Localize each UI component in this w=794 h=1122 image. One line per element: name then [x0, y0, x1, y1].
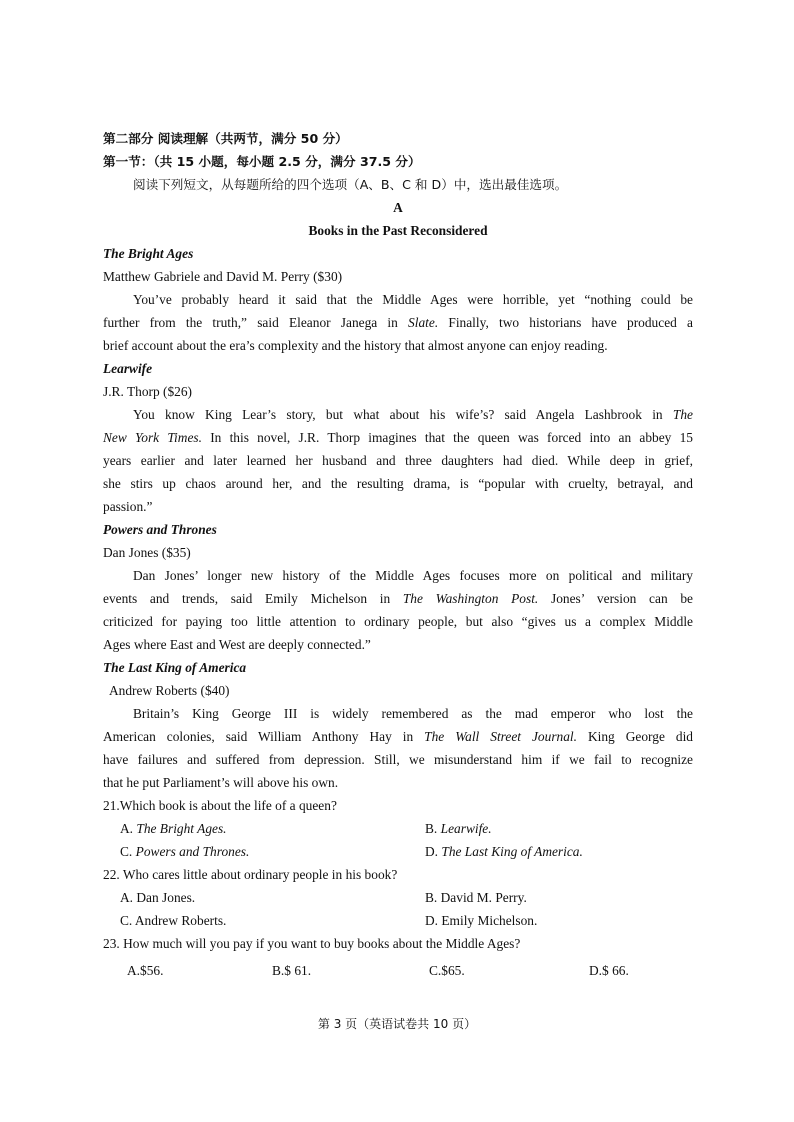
- option-b[interactable]: B. Learwife.: [425, 821, 492, 836]
- review-line: brief account about the era’s complexity and the history that almost anyone can enjoy reading.: [103, 338, 608, 353]
- option-c[interactable]: C. Andrew Roberts.: [120, 913, 227, 928]
- option-a[interactable]: A.$56.: [127, 963, 164, 978]
- option-row: [103, 817, 693, 840]
- book-title: Powers and Thrones: [103, 522, 217, 537]
- book-author: J.R. Thorp ($26): [103, 384, 193, 399]
- book-title: The Bright Ages: [103, 246, 194, 261]
- review-line: events and trends, said Emily Michelson in The Washington Post. Jones’ version can be: [103, 591, 693, 606]
- option-a[interactable]: A. The Bright Ages.: [120, 821, 227, 836]
- instruction: 阅读下列短文，从每题所给的四个选项（A、B、C 和 D）中，选出最佳选项。: [133, 177, 568, 192]
- option-c[interactable]: C. Powers and Thrones.: [120, 844, 250, 859]
- question-stem: 23. How much will you pay if you want to buy books about the Middle Ages?: [103, 936, 521, 951]
- option-row: [103, 840, 693, 863]
- option-d[interactable]: D. The Last King of America.: [425, 844, 583, 859]
- option-a[interactable]: A. Dan Jones.: [120, 890, 196, 905]
- review-line: Britain’s King George III is widely remembered as the mad emperor who lost the: [133, 706, 693, 721]
- question-stem: 21.Which book is about the life of a queen?: [103, 798, 337, 813]
- review-line: You know King Lear’s story, but what about his wife’s? said Angela Lashbrook in The: [133, 407, 693, 422]
- review-line: passion.”: [103, 499, 153, 514]
- review-line: she stirs up chaos around her, and the resulting drama, is “popular with cruelty, betrayal, and: [103, 476, 693, 491]
- review-line: You’ve probably heard it said that the Middle Ages were horrible, yet “nothing could be: [133, 292, 693, 307]
- option-d[interactable]: D.$ 66.: [589, 963, 629, 978]
- option-row: [103, 909, 693, 932]
- section-heading: 第一节：（共 15 小题，每小题 2.5 分，满分 37.5 分）: [103, 154, 421, 169]
- question-stem: 22. Who cares little about ordinary people in his book?: [103, 867, 398, 882]
- review-line: years earlier and later learned her husband and three daughters had died. While deep in grief,: [103, 453, 693, 468]
- book-author: Matthew Gabriele and David M. Perry ($30): [103, 269, 343, 284]
- source-name: The: [672, 407, 693, 422]
- source-name: The Wall Street Journal.: [424, 729, 577, 744]
- book-author: Dan Jones ($35): [103, 545, 191, 560]
- option-row: [103, 959, 693, 982]
- book-title: Learwife: [103, 361, 153, 376]
- review-line: have failures and suffered from depression. Still, we misunderstand him if we fail to recognize: [103, 752, 693, 767]
- option-b[interactable]: B.$ 61.: [272, 963, 312, 978]
- option-c[interactable]: C.$65.: [429, 963, 465, 978]
- book-author: Andrew Roberts ($40): [109, 683, 230, 698]
- review-line: Ages where East and West are deeply connected.”: [103, 637, 371, 652]
- review-line: Dan Jones’ longer new history of the Middle Ages focuses more on political and military: [133, 568, 693, 583]
- review-line: that he put Parliament’s will above his own.: [103, 775, 339, 790]
- source-name: New York Times.: [103, 430, 202, 445]
- review-line: New York Times. In this novel, J.R. Thorp imagines that the queen was forced into an abbey 15: [103, 430, 694, 445]
- source-name: The Washington Post.: [402, 591, 539, 606]
- option-b[interactable]: B. David M. Perry.: [425, 890, 527, 905]
- part-heading: 第二部分 阅读理解（共两节，满分 50 分）: [103, 131, 348, 146]
- review-line: criticized for paying too little attention to ordinary people, but also “gives us a complex Middle: [103, 614, 693, 629]
- source-name: Slate.: [408, 315, 439, 330]
- review-line: American colonies, said William Anthony Hay in The Wall Street Journal. King George did: [103, 729, 693, 744]
- option-d[interactable]: D. Emily Michelson.: [425, 913, 538, 928]
- review-line: further from the truth,” said Eleanor Janega in Slate. Finally, two historians have produced a: [103, 315, 693, 330]
- page-footer: 第 3 页（英语试卷共 10 页）: [317, 1017, 477, 1031]
- option-row: [103, 886, 693, 909]
- page-content: [103, 127, 693, 982]
- passage-title: Books in the Past Reconsidered: [308, 223, 488, 238]
- passage-letter: A: [393, 200, 403, 215]
- book-title: The Last King of America: [103, 660, 247, 675]
